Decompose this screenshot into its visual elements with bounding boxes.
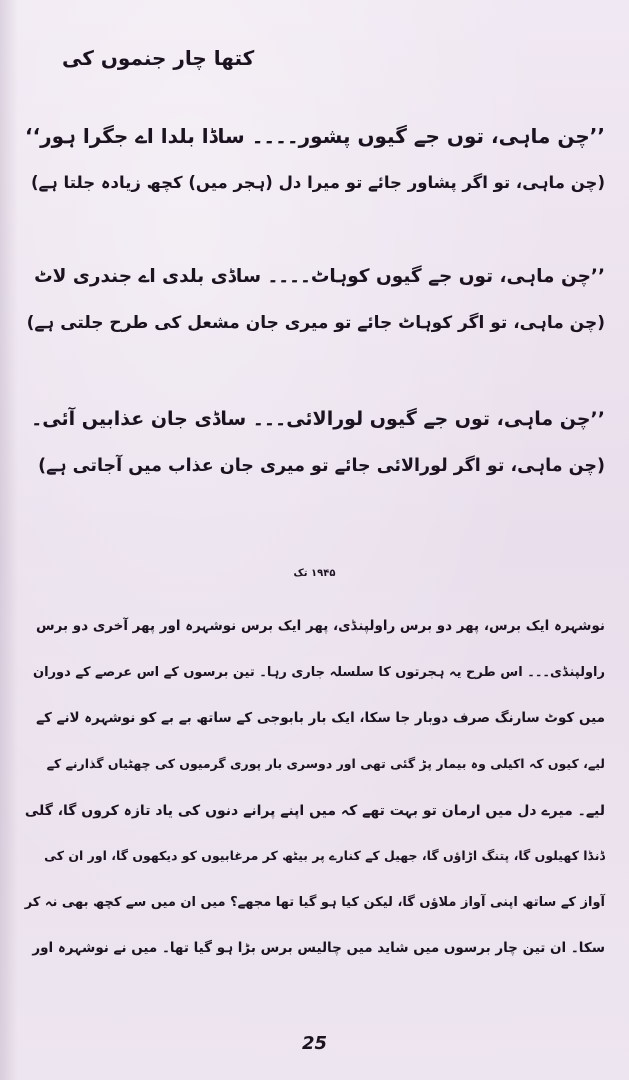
paragraph-line-4: لیے، کیوں کہ اکیلی وہ بیمار پڑ گئی تھی اور دوسری بار پوری گرمیوں کی چھٹیاں گذارنے کے (46, 756, 605, 771)
section-heading: ۱۹۴۵ تک (293, 568, 336, 579)
page-number: 25 (301, 1033, 328, 1054)
verse-1-translation: (چن ماہی، تو اگر پشاور جائے تو میرا دل (ہجر میں) کچھ زیادہ جلتا ہے) (30, 173, 605, 192)
paragraph-line-8: سکا۔ ان تین چار برسوں میں شاید میں چالیس برس بڑا ہو گیا تھا۔ میں نے نوشہرہ اور (32, 940, 605, 956)
running-header: کتھا چار جنموں کی (62, 46, 255, 70)
paragraph-line-7: آواز کے ساتھ اپنی آواز ملاؤں گا، لیکن کیا ہو گیا تھا مجھے؟ میں ان میں سے کچھ بھی نہ کر (24, 895, 605, 910)
verse-3-translation: (چن ماہی، تو اگر لورالائی جائے تو میری جان عذاب میں آجاتی ہے) (38, 456, 605, 476)
paragraph-line-1: نوشہرہ ایک برس، پھر دو برس راولپنڈی، پھر ایک برس نوشہرہ اور پھر آخری دو برس (36, 618, 605, 634)
paragraph-line-6: ڈنڈا کھیلوں گا، پتنگ اڑاؤں گا، جھیل کے کنارے پر بیٹھ کر مرغابیوں کو دیکھوں گا، اور ان کی (44, 848, 605, 863)
paragraph-line-2: راولپنڈی۔۔۔ اس طرح یہ ہجرتوں کا سلسلہ جاری رہا۔ تین برسوں کے اس عرصے کے دوران (33, 665, 605, 680)
paragraph-line-3: میں کوٹ سارنگ صرف دوبار جا سکا، ایک بار بابوجی کے ساتھ بے بے کو نوشہرہ لانے کے (36, 710, 605, 726)
verse-2-translation: (چن ماہی، تو اگر کوہاٹ جائے تو میری جان مشعل کی طرح جلتی ہے) (26, 313, 605, 333)
verse-3-punjabi: ’’چن ماہی، توں جے گیوں لورالائی۔۔۔ ساڈی جان عذابیں آئی۔ (31, 408, 605, 430)
page-edge-shadow (0, 0, 18, 1080)
verse-2-punjabi: ’’چن ماہی، توں جے گیوں کوہاٹ۔۔۔۔ ساڈی بلدی اے جندری لاٹ (34, 266, 605, 287)
verse-1-punjabi: ’’چن ماہی، توں جے گیوں پشور۔۔۔۔ ساڈا بلدا اے جگرا ہور‘‘ (24, 124, 605, 148)
paragraph-line-5: لیے۔ میرے دل میں ارمان تو بہت تھے کہ میں اپنے پرانے دنوں کی یاد تازہ کروں گا، گلی (24, 803, 605, 819)
